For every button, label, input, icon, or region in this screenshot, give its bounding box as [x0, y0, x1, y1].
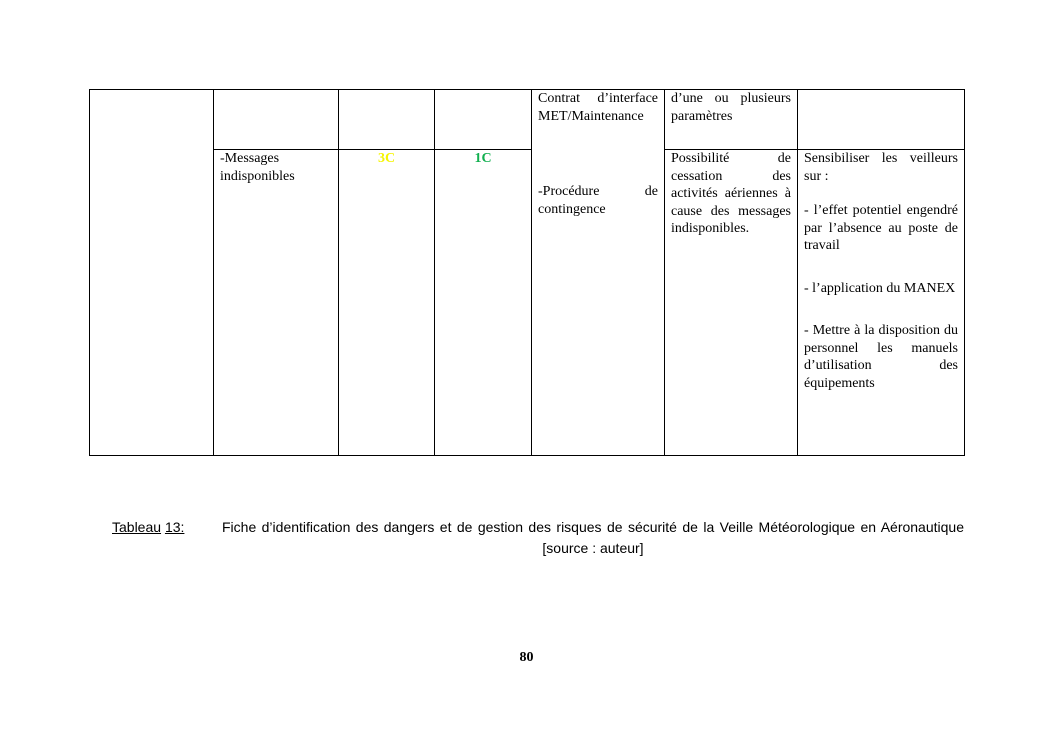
- consequence-line2: paramètres: [671, 108, 733, 124]
- hazard-cell: [214, 150, 339, 456]
- caption-text: Fiche d’identification des dangers et de gestion des risques de sécurité de la Veille Météorologique en Aéronautique [source : auteur]: [222, 519, 964, 556]
- table-cell-empty: [90, 90, 214, 456]
- table-cell-empty: [798, 90, 965, 150]
- measure-item: - l’effet potentiel engendré par l’absence au poste de travail: [804, 203, 958, 253]
- measure-item: Sensibiliser les veilleurs sur :: [804, 151, 958, 184]
- table-row: [90, 150, 965, 456]
- table-cell-empty: [435, 90, 532, 150]
- interface-contract-line1: Contrat d’interface: [538, 91, 658, 106]
- residual-risk-level: 1C: [435, 150, 532, 456]
- caption-label: [112, 517, 184, 538]
- caption-label-number: 13:: [164, 519, 185, 535]
- consequence-cell: [665, 150, 798, 456]
- table-cell-empty: [339, 90, 435, 150]
- consequence-line1: d’une ou plusieurs: [671, 91, 791, 106]
- table-row: [90, 90, 965, 150]
- initial-risk-level: 3C: [339, 150, 435, 456]
- measure-item: - l’application du MANEX: [804, 280, 956, 296]
- measures-cell: [798, 150, 965, 456]
- hazard-text: -Messages indisponibles: [220, 151, 295, 184]
- page-number: 80: [519, 650, 534, 665]
- table-cell-empty: [214, 90, 339, 150]
- risk-table: [89, 89, 965, 456]
- consequence-cell-top: [665, 90, 798, 150]
- interface-contract-line2: MET/Maintenance: [538, 108, 644, 124]
- procedure-cell: [532, 90, 665, 456]
- consequence-text: Possibilité de cessation des activités aériennes à cause des messages indisponibles.: [671, 151, 791, 236]
- measure-item: - Mettre à la disposition du personnel les manuels d’utilisation des équipements: [804, 323, 958, 391]
- caption-label-word: Tableau: [112, 519, 162, 535]
- procedure-text: -Procédure de contingence: [538, 184, 658, 217]
